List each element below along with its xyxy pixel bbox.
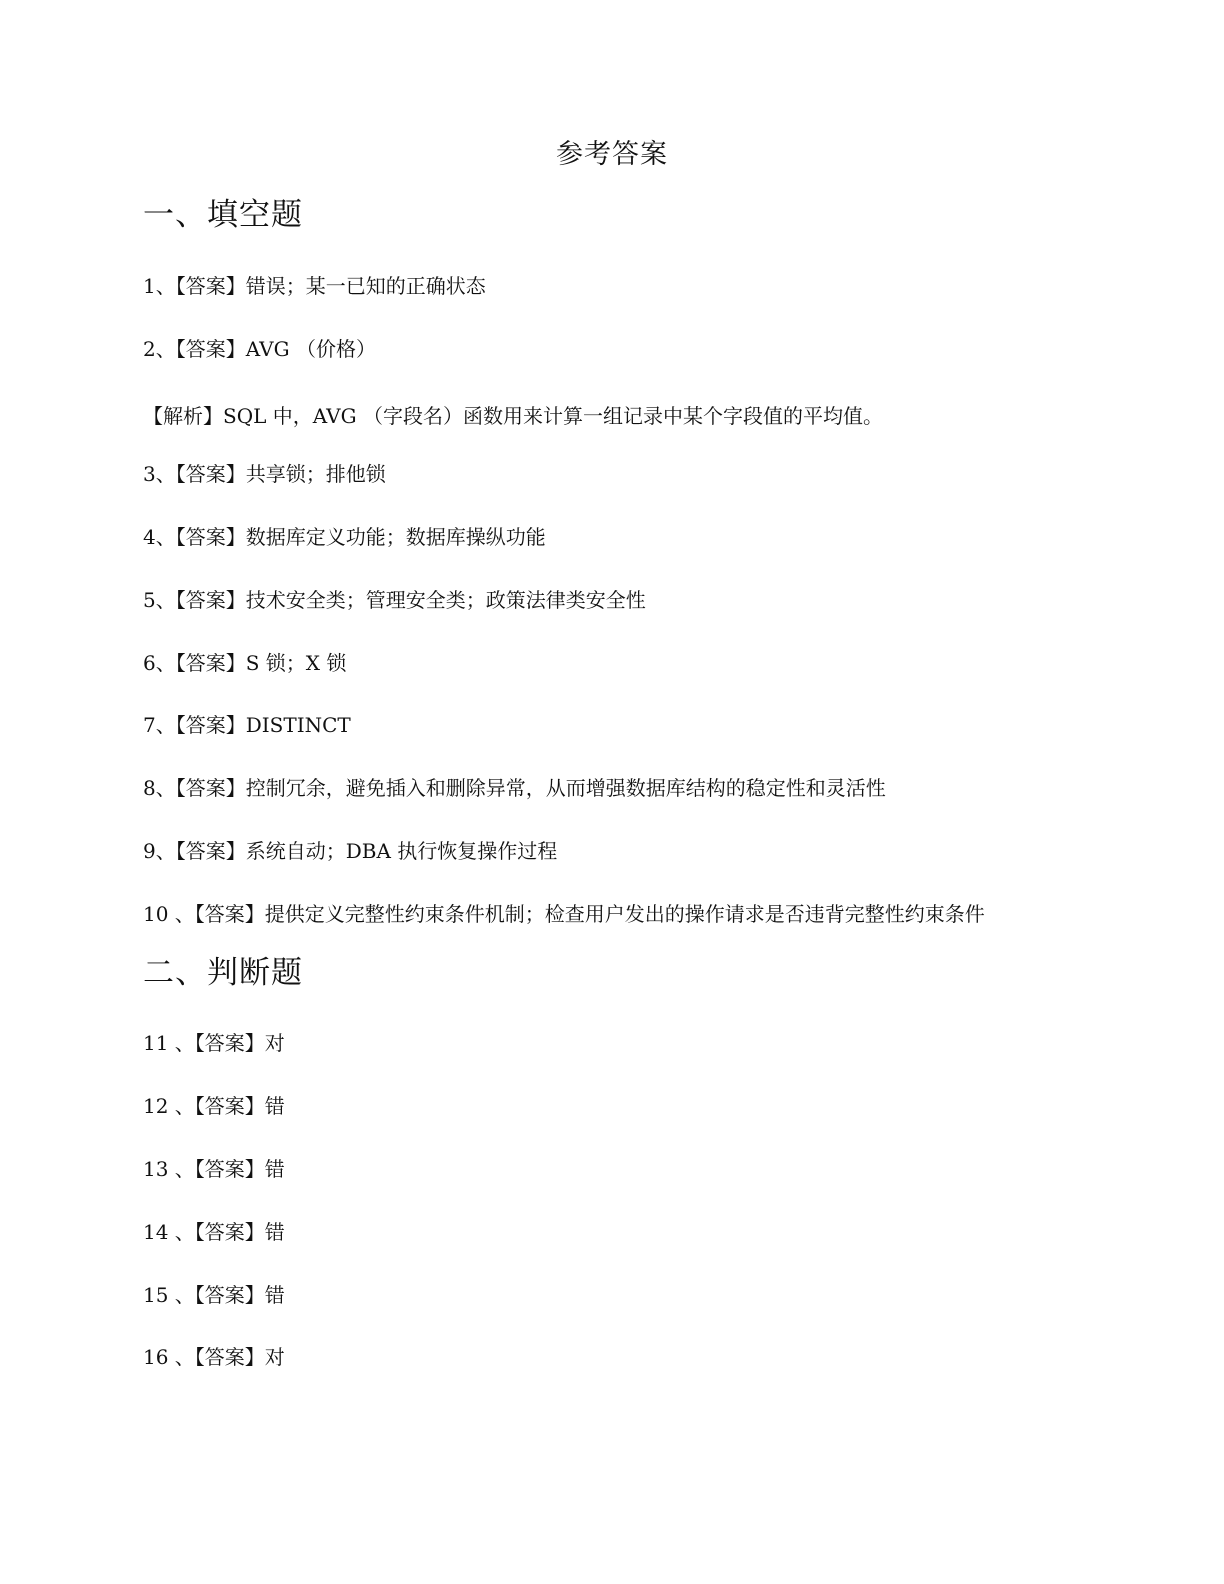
analysis-line-2: 【解析】SQL 中，AVG （字段名）函数用来计算一组记录中某个字段值的平均值。	[143, 404, 883, 428]
answer-line-3: 3、【答案】共享锁；排他锁	[143, 462, 386, 486]
answer-line-5: 5、【答案】技术安全类；管理安全类；政策法律类安全性	[143, 588, 646, 612]
answer-line-10: 10 、【答案】提供定义完整性约束条件机制；检查用户发出的操作请求是否违背完整性约束条件	[143, 902, 985, 926]
answer-line-13: 13 、【答案】错	[143, 1157, 285, 1181]
section-heading-fill-in: 一、填空题	[143, 197, 303, 233]
answer-line-14: 14 、【答案】错	[143, 1220, 285, 1244]
answer-line-1: 1、【答案】错误；某一已知的正确状态	[143, 274, 486, 298]
answer-line-12: 12 、【答案】错	[143, 1094, 285, 1118]
page-title: 参考答案	[556, 139, 668, 170]
answer-line-11: 11 、【答案】对	[143, 1031, 285, 1055]
answer-line-2: 2、【答案】AVG （价格）	[143, 337, 376, 361]
answer-line-8: 8、【答案】控制冗余，避免插入和删除异常，从而增强数据库结构的稳定性和灵活性	[143, 776, 886, 800]
answer-line-16: 16 、【答案】对	[143, 1345, 285, 1369]
answer-line-4: 4、【答案】数据库定义功能；数据库操纵功能	[143, 525, 546, 549]
answer-line-7: 7、【答案】DISTINCT	[143, 713, 351, 737]
answer-line-6: 6、【答案】S 锁；X 锁	[143, 651, 347, 675]
answer-line-15: 15 、【答案】错	[143, 1283, 285, 1307]
answer-line-9: 9、【答案】系统自动；DBA 执行恢复操作过程	[143, 839, 558, 863]
section-heading-true-false: 二、判断题	[143, 955, 303, 991]
